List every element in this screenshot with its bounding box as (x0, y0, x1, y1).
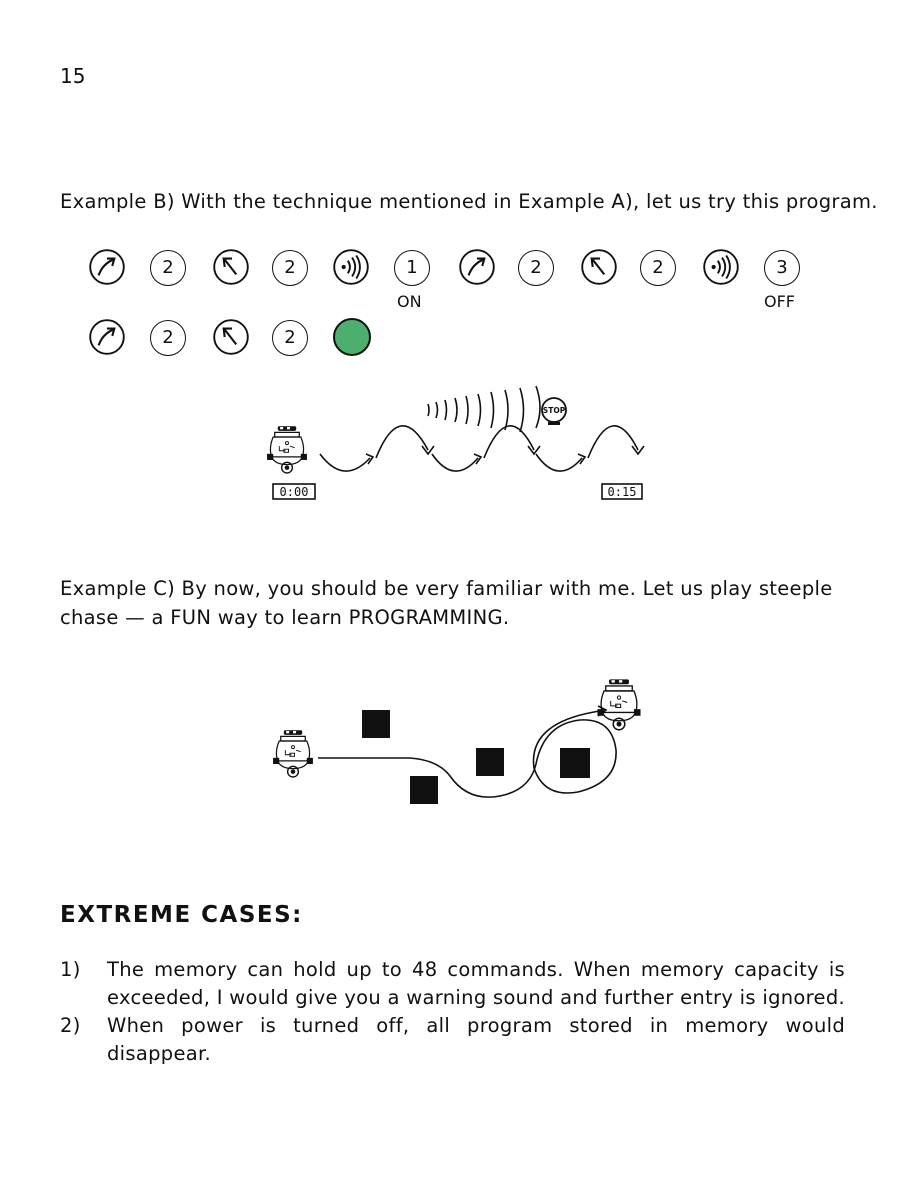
example-c-diagram (260, 670, 660, 810)
digit-2-icon: 2 (640, 250, 676, 286)
case-text: The memory can hold up to 48 commands. When memory capacity is exceeded, I would give you a warning sound and further entry is ignored. (107, 958, 845, 1009)
digit-2-icon: 2 (150, 250, 186, 286)
example-b-text: Example B) With the technique mentioned in Example A), let us try this program. (60, 190, 878, 213)
digit-1-icon: 1 (394, 250, 430, 286)
digit-2-icon: 2 (150, 320, 186, 356)
case-item-2 (0, 1012, 924, 1065)
arrow-forward-right-icon (86, 316, 128, 358)
example-c-text: Example C) By now, you should be very familiar with me. Let us play steeple chase — a FUN way to learn PROGRAMMING. (60, 577, 833, 629)
arrow-back-left-icon (578, 246, 620, 288)
timer-start: 0:00 (279, 485, 309, 499)
arrow-back-left-icon (210, 246, 252, 288)
arrow-back-left-icon (210, 316, 252, 358)
obstacle-block (410, 776, 438, 804)
example-b-diagram (240, 380, 660, 510)
page-number: 15 (60, 64, 86, 88)
robot-icon (267, 426, 307, 473)
off-label: OFF (764, 292, 795, 311)
on-label: ON (397, 292, 422, 311)
arrow-forward-right-icon (86, 246, 128, 288)
sound-icon (700, 246, 742, 288)
arrow-forward-right-icon (456, 246, 498, 288)
case-item-1 (0, 956, 924, 1016)
sound-icon (330, 246, 372, 288)
obstacle-block (560, 748, 590, 778)
obstacle-block (476, 748, 504, 776)
digit-2-icon: 2 (272, 320, 308, 356)
case-number: 2) (60, 1014, 81, 1037)
stop-icon (542, 398, 566, 425)
digit-3-icon: 3 (764, 250, 800, 286)
case-number: 1) (60, 958, 81, 981)
svg-text:STOP: STOP (542, 406, 566, 415)
digit-2-icon: 2 (272, 250, 308, 286)
digit-2-icon: 2 (518, 250, 554, 286)
robot-start-icon (273, 730, 313, 777)
go-button-icon (333, 318, 371, 356)
timer-end: 0:15 (607, 485, 637, 499)
robot-end-icon (597, 679, 640, 730)
obstacle-block (362, 710, 390, 738)
sound-waves (428, 386, 540, 432)
case-text: When power is turned off, all program stored in memory would disappear. (107, 1014, 845, 1065)
extreme-cases-heading: EXTREME CASES: (60, 902, 303, 928)
